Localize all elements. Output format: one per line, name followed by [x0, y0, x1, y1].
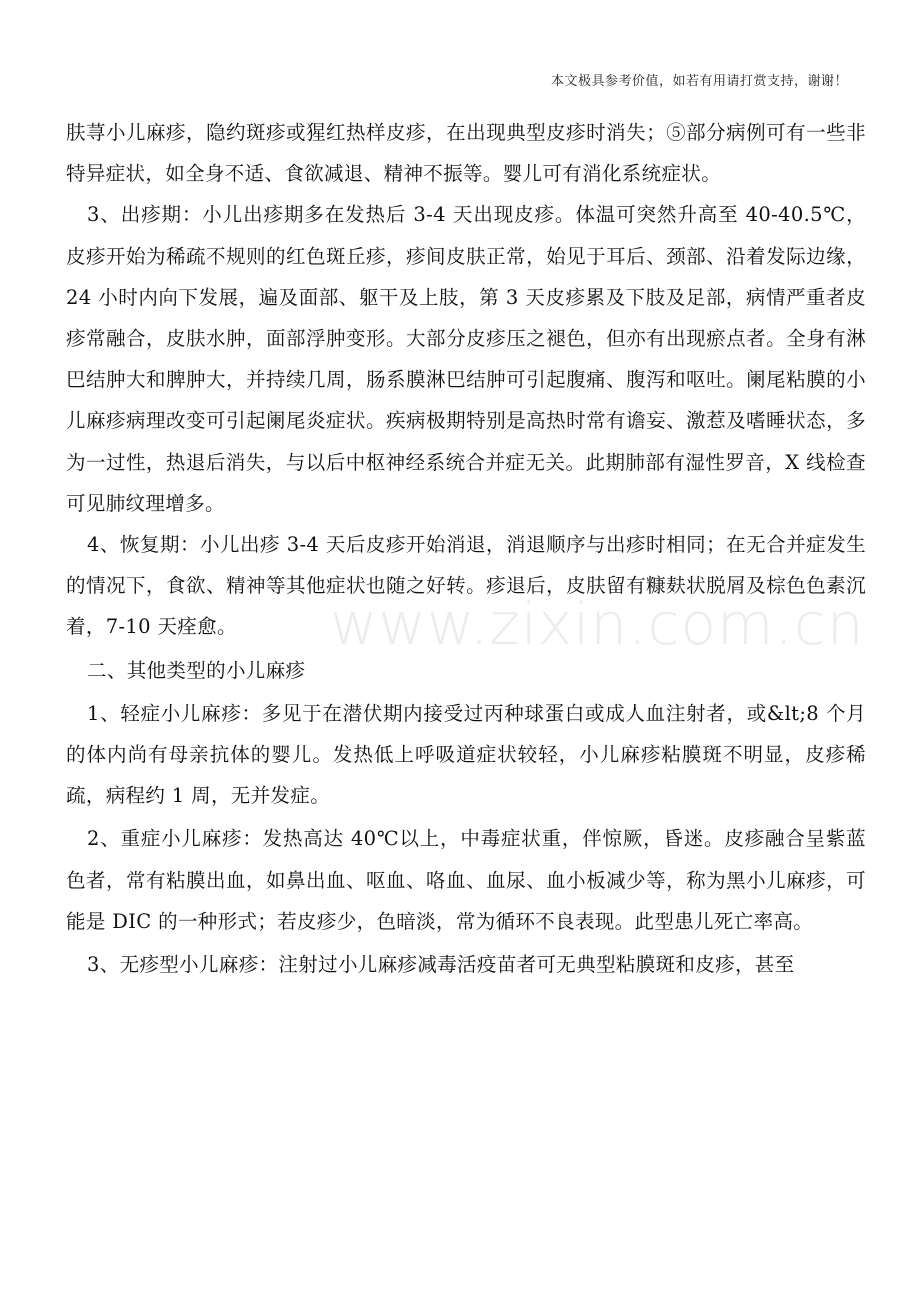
paragraph-rashless-measles: 3、无疹型小儿麻疹：注射过小儿麻疹减毒活疫苗者可无典型粘膜斑和皮疹，甚至 [87, 953, 795, 977]
paragraph-eruption-stage: 3、出疹期：小儿出疹期多在发热后 3-4 天出现皮疹。体温可突然升高至 40-40.5℃，皮疹开始为稀疏不规则的红色斑丘疹，疹间皮肤正常，始见于耳后、颈部、沿着发际边缘，24 小时内向下发展，遍及面部、躯干及上肢，第 3 天皮疹累及下肢及足部，病情严重者皮疹常融合，皮肤水肿，面部浮肿变形。大部分皮疹压之褪色，但亦有出现瘀点者。全身有淋巴结肿大和脾肿大，并持续几周，肠系膜淋巴结肿可引起腹痛、腹泻和呕吐。阑尾粘膜的小儿麻疹病理改变可引起阑尾炎症状。疾病极期特别是高热时常有谵妄、激惹及嗜睡状态，多为一过性，热退后消失，与以后中枢神经系统合并症无关。此期肺部有湿性罗音，X 线检查可见肺纹理增多。 [66, 203, 866, 515]
watermark: www.zixin.com.cn [330, 590, 865, 658]
paragraph-mild-measles: 1、轻症小儿麻疹：多见于在潜伏期内接受过丙种球蛋白或成人血注射者，或&lt;8 个月的体内尚有母亲抗体的婴儿。发热低上呼吸道症状较轻，小儿麻疹粘膜斑不明显，皮疹稀疏，病程约 1 周，无并发症。 [66, 701, 866, 808]
section-heading-other-types: 二、其他类型的小儿麻疹 [87, 658, 306, 682]
paragraph-continued-rash-symptoms: 肤荨小儿麻疹，隐约斑疹或猩红热样皮疹，在出现典型皮疹时消失；⑤部分病例可有一些非特异症状，如全身不适、食欲减退、精神不振等。婴儿可有消化系统症状。 [66, 121, 866, 186]
header-note: 本文极具参考价值，如若有用请打赏支持，谢谢！ [550, 74, 848, 89]
paragraph-recovery-stage: 4、恢复期：小儿出疹 3-4 天后皮疹开始消退，消退顺序与出疹时相同；在无合并症发生的情况下，食欲、精神等其他症状也随之好转。疹退后，皮肤留有糠麸状脱屑及棕色色素沉着，7-10 天痊愈。 [66, 533, 866, 639]
document-body [66, 112, 866, 985]
paragraph-severe-measles: 2、重症小儿麻疹：发热高达 40℃以上，中毒症状重，伴惊厥，昏迷。皮疹融合呈紫蓝色者，常有粘膜出血，如鼻出血、呕血、咯血、血尿、血小板减少等，称为黑小儿麻疹，可能是 DIC 的一种形式；若皮疹少，色暗淡，常为循环不良表现。此型患儿死亡率高。 [66, 827, 866, 933]
